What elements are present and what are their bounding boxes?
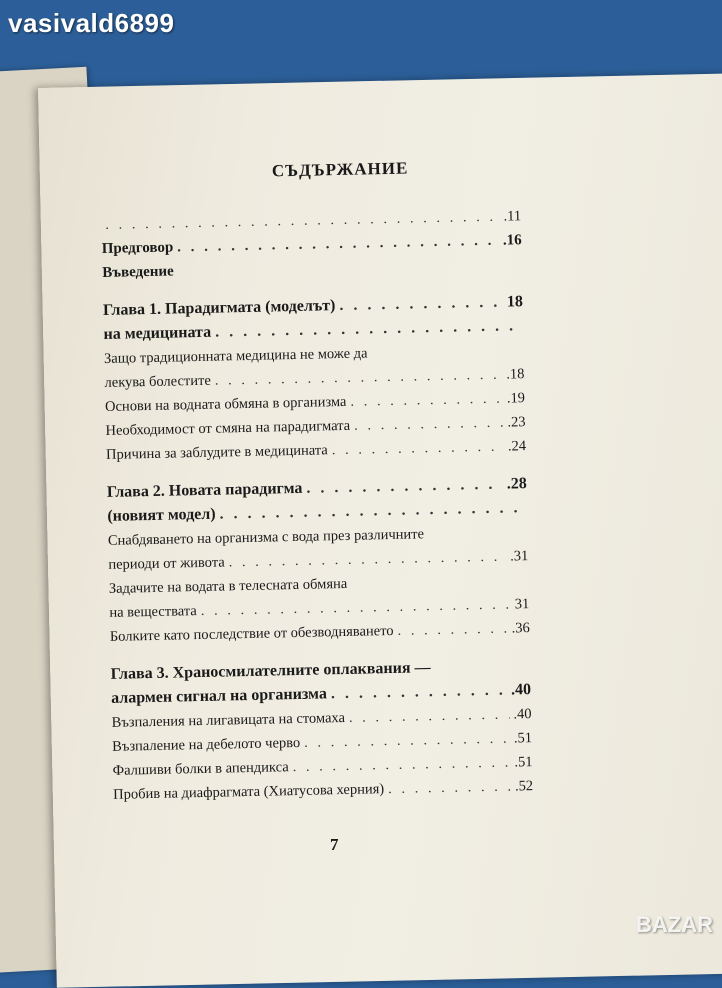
toc-page-number: .31	[509, 548, 529, 565]
toc-entry-label: Защо традиционната медицина не може да	[103, 345, 368, 367]
toc-page-number: .16	[502, 232, 522, 249]
toc-entry-label: на медицината	[103, 323, 212, 343]
dot-leader	[332, 435, 505, 463]
dot-leader	[350, 387, 503, 414]
toc-entry-label: периоди от живота	[108, 554, 225, 573]
toc-entry-label: Пробив на диафрагмата (Хиатусова херния)	[113, 781, 385, 803]
toc-page-number: 31	[514, 596, 530, 613]
toc-entry-label: Предговор	[101, 239, 174, 257]
bazar-logo: BAZAR	[636, 912, 713, 937]
toc-page-number: .52	[514, 778, 534, 795]
toc-entry-label: Глава 2. Новата парадигма	[106, 479, 303, 501]
dot-leader	[354, 411, 504, 438]
seller-watermark: vasivald6899	[8, 8, 175, 38]
dot-leader	[397, 617, 508, 643]
toc-page-number: .36	[511, 620, 530, 637]
toc-page-number: .18	[506, 366, 525, 383]
toc-entry-label: Снабдяването на организма с вода през различните	[107, 526, 425, 549]
toc-page-number: .51	[514, 754, 533, 771]
page-number: 7	[330, 835, 339, 854]
toc-page-number: .24	[507, 438, 527, 455]
toc-entry-label: Задачите на водата в телесната обмяна	[108, 575, 348, 597]
toc-entry-label: Болките като последствие от обезводняването	[109, 622, 394, 645]
toc-entry-label: алармен сигнал на организма	[110, 685, 328, 707]
toc-page-number: 18	[506, 293, 524, 311]
toc-entry-label: Възпаление на дебелото черво	[112, 734, 301, 755]
toc-entry-label: Основи на водната обмяна в организма	[104, 393, 347, 415]
toc-entry-label: на веществата	[109, 603, 197, 621]
dot-leader	[349, 703, 510, 730]
toc-entry-label: Възпаления на лигавицата на стомаха	[111, 709, 346, 731]
dot-leader	[388, 775, 511, 802]
toc-page-number: .40	[510, 681, 532, 699]
dot-leader	[339, 291, 503, 318]
toc-entry-label: Глава 1. Парадигмата (моделът)	[102, 297, 336, 319]
toc-page-number: .11	[503, 208, 522, 225]
toc-page-number: .28	[506, 475, 527, 493]
toc-page-number: .40	[513, 706, 532, 723]
toc-page-number: .19	[506, 390, 526, 407]
toc-entry-label: Въведение	[102, 263, 174, 281]
toc-entry-label: лекува болестите	[104, 372, 211, 391]
toc-entry-label: Глава 3. Храносмилателните оплаквания —	[110, 659, 431, 683]
toc-entry-label: Фалшиви болки в апендикса	[112, 759, 289, 779]
toc-entry-label: Необходимост от смяна на парадигмата	[105, 417, 351, 439]
toc-page-number: .23	[507, 414, 526, 431]
toc-entry-label: Причина за заблудите в медицината	[105, 442, 328, 463]
toc-title: СЪДЪРЖАНИЕ	[271, 158, 409, 181]
toc-entry-label: (новият модел)	[107, 505, 216, 525]
toc-page-number: .51	[513, 730, 533, 747]
table-of-contents	[100, 156, 533, 807]
